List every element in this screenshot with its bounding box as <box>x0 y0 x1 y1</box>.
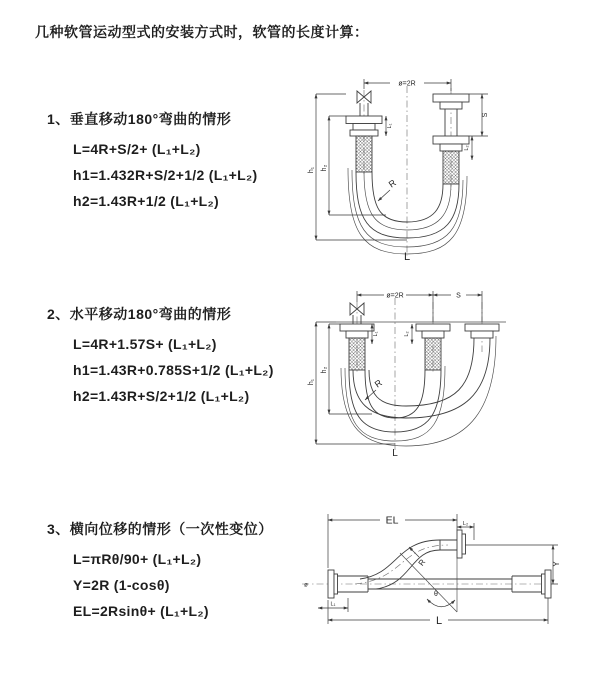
dim-label-y: Y <box>552 561 561 567</box>
dim-label-l1: L₁ <box>373 331 379 337</box>
dim-label-h2: h₂ <box>321 164 328 172</box>
centerlines <box>364 86 451 256</box>
dim-label-h2: h₂ <box>321 366 328 374</box>
formula-h2: h2=1.43R+1/2 (L₁+L₂) <box>73 193 220 209</box>
l1-dimension <box>318 598 348 612</box>
length-label: L <box>435 615 443 627</box>
centerline-symbol: ø <box>304 582 308 589</box>
radius-label: R <box>372 377 384 390</box>
section-2-heading: 2、水平移动180°弯曲的情形 <box>47 306 232 322</box>
radius-label: R <box>416 557 428 568</box>
page-title: 几种软管运动型式的安装方式时，软管的长度计算： <box>35 24 369 40</box>
diagram-3-drawing <box>300 500 597 638</box>
right-flange <box>512 570 551 598</box>
formula-h1: h1=1.43R+0.785S+1/2 (L₁+L₂) <box>73 362 274 378</box>
top-dimension <box>364 79 451 91</box>
section-2-formulas <box>73 331 274 409</box>
formula-L: L=4R+S/2+ (L₁+L₂) <box>73 141 201 157</box>
angle-label: θ <box>434 591 438 598</box>
section-horizontal-180 <box>47 304 274 409</box>
formula-EL: EL=2Rsinθ+ (L₁+L₂) <box>73 603 209 619</box>
dim-label-2r: ø=2R <box>386 292 404 300</box>
dim-label-el: EL <box>385 514 399 527</box>
diagram-1-drawing <box>306 70 586 262</box>
dim-label-s: S <box>456 292 461 300</box>
formula-L: L=4R+1.57S+ (L₁+L₂) <box>73 336 217 352</box>
l-dimension <box>328 598 548 627</box>
top-dimension <box>357 291 482 322</box>
right-pipe-fitting <box>433 94 469 184</box>
dim-label-h1: h₁ <box>308 166 315 174</box>
dim-label-s: S <box>482 112 489 118</box>
dim-label-l1: L₁ <box>387 123 393 129</box>
side-dimensions <box>386 94 489 160</box>
dim-label-l2: L₂ <box>462 521 469 527</box>
dim-label-h1: h₁ <box>308 378 315 386</box>
length-label: L <box>403 251 411 262</box>
section-1-heading: 1、垂直移动180°弯曲的情形 <box>47 111 232 127</box>
radius-callout <box>409 547 427 568</box>
diagram-vertical-180 <box>306 70 586 262</box>
dim-label-l2: L₂ <box>464 145 470 151</box>
section-1-formulas <box>73 136 258 214</box>
section-lateral-offset <box>47 519 273 624</box>
section-3-heading: 3、横向位移的情形（一次性变位） <box>47 521 273 537</box>
diagram-2-drawing <box>306 282 593 460</box>
formula-L: L=πRθ/90+ (L₁+L₂) <box>73 551 202 567</box>
upper-flange <box>440 530 466 558</box>
radius-callout <box>378 177 398 201</box>
dim-label-l2: L₂ <box>404 331 410 337</box>
left-pipe-fitting <box>346 103 382 172</box>
diagram-horizontal-180 <box>306 282 593 460</box>
section-3-formulas <box>73 546 273 624</box>
formula-h2: h2=1.43R+S/2+1/2 (L₁+L₂) <box>73 388 250 404</box>
formula-h1: h1=1.432R+S/2+1/2 (L₁+L₂) <box>73 167 258 183</box>
diagram-lateral-offset <box>300 500 597 638</box>
formula-Y: Y=2R (1-cosθ) <box>73 577 170 593</box>
radius-label: R <box>386 177 398 190</box>
dim-label-2r: ø=2R <box>398 80 416 88</box>
length-label: L <box>392 448 398 459</box>
s-curve-hose <box>355 540 448 589</box>
dim-label-l1: L₁ <box>330 601 336 608</box>
middle-pipe-fitting <box>416 324 450 370</box>
el-dimension <box>328 514 457 568</box>
section-vertical-180 <box>47 109 258 214</box>
right-pipe-fitting <box>465 324 499 338</box>
fitting-length-dimensions <box>372 324 412 344</box>
angle-construction <box>400 553 457 612</box>
